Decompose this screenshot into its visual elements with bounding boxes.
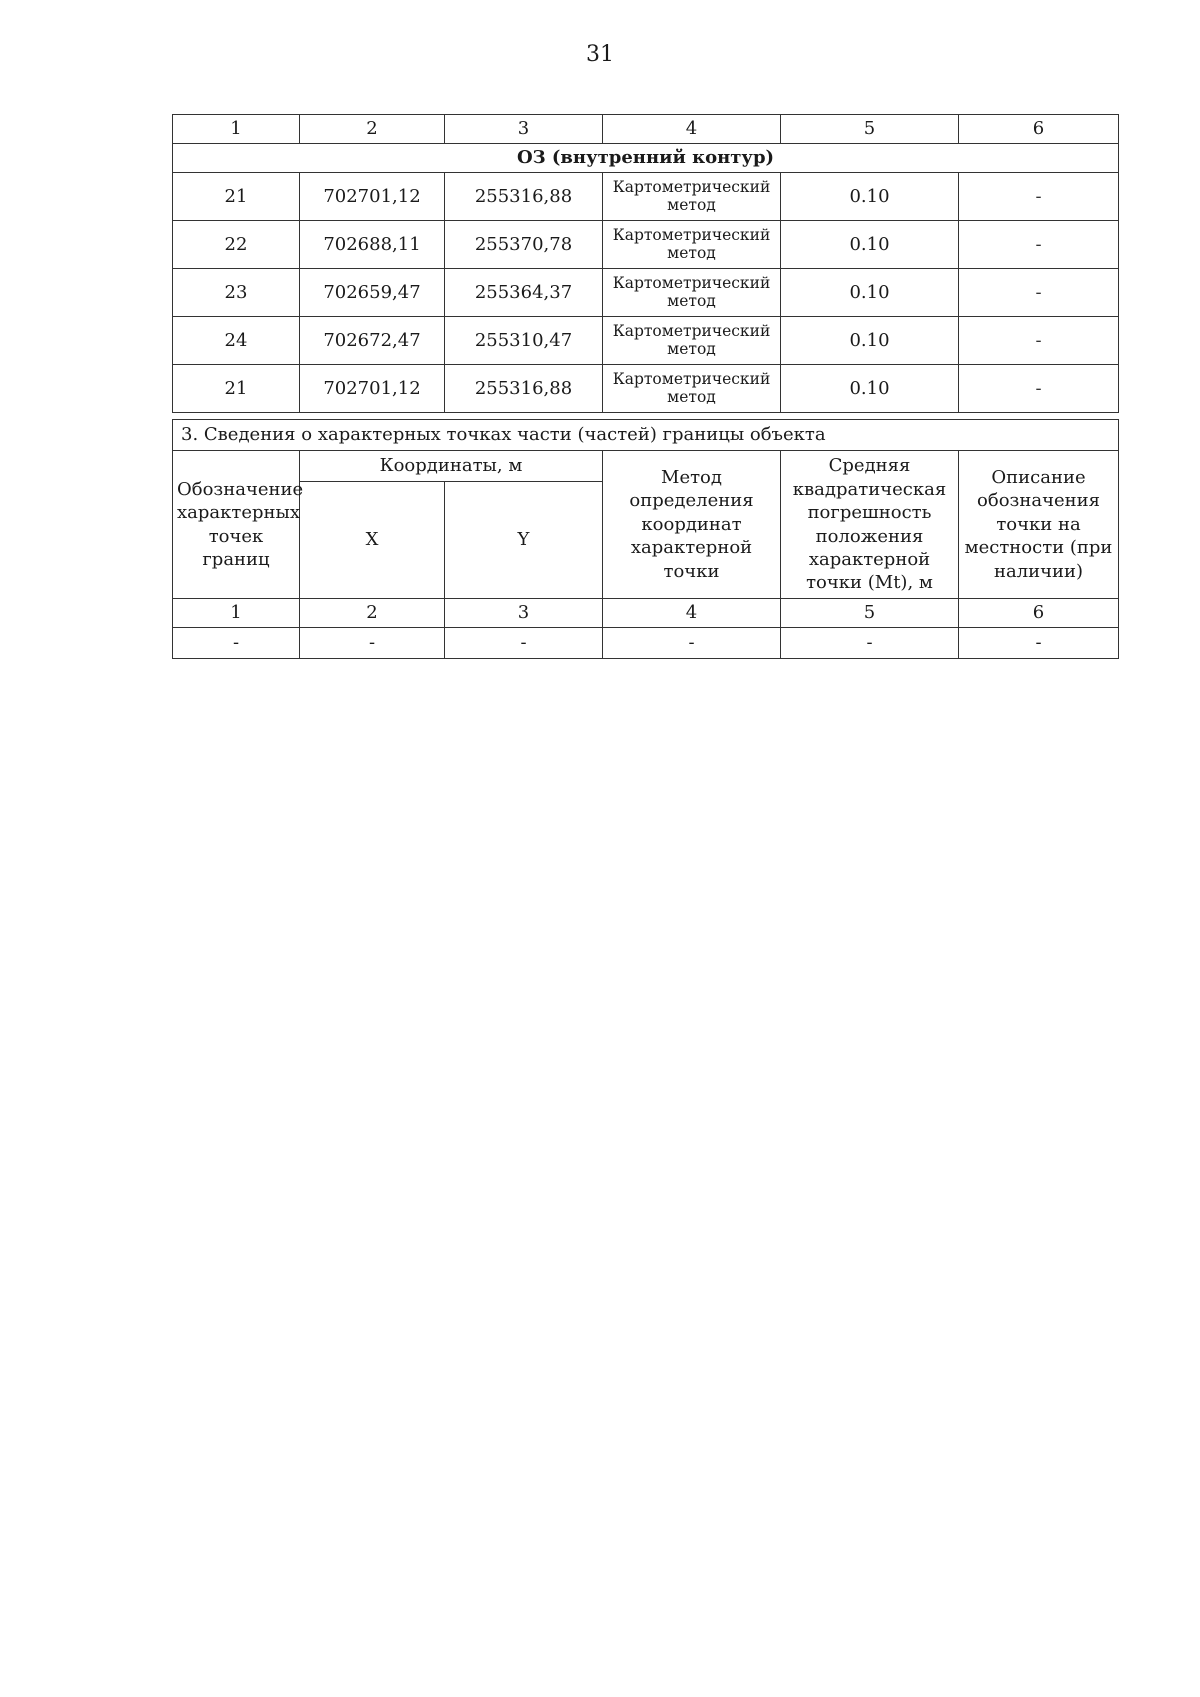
column-number: 3 <box>445 115 603 144</box>
x-cell: 702659,47 <box>300 269 445 317</box>
column-number: 6 <box>959 599 1119 628</box>
table-row <box>173 365 1119 413</box>
header-y: Y <box>445 482 603 599</box>
mt-cell: 0.10 <box>781 317 959 365</box>
table-row <box>173 221 1119 269</box>
column-number-row <box>173 599 1119 628</box>
mt-cell: 0.10 <box>781 365 959 413</box>
description-cell: - <box>959 269 1119 317</box>
y-cell: - <box>445 628 603 659</box>
coordinates-table <box>172 114 1119 413</box>
table-row <box>173 269 1119 317</box>
mt-cell: 0.10 <box>781 221 959 269</box>
x-cell: 702688,11 <box>300 221 445 269</box>
table-row <box>173 173 1119 221</box>
point-cell: 22 <box>173 221 300 269</box>
y-cell: 255310,47 <box>445 317 603 365</box>
method-cell: Картометрический метод <box>603 269 781 317</box>
x-cell: 702672,47 <box>300 317 445 365</box>
header-x: X <box>300 482 445 599</box>
description-cell: - <box>959 173 1119 221</box>
column-number: 2 <box>300 599 445 628</box>
header-coordinates: Координаты, м <box>300 451 603 482</box>
column-number: 1 <box>173 599 300 628</box>
y-cell: 255316,88 <box>445 173 603 221</box>
header-mt: Средняя квадратическая погрешность положения характерной точки (Mt), м <box>781 451 959 599</box>
y-cell: 255316,88 <box>445 365 603 413</box>
boundary-parts-table <box>172 419 1119 659</box>
point-cell: - <box>173 628 300 659</box>
column-number: 5 <box>781 599 959 628</box>
y-cell: 255370,78 <box>445 221 603 269</box>
method-cell: Картометрический метод <box>603 221 781 269</box>
column-number: 4 <box>603 599 781 628</box>
mt-cell: - <box>781 628 959 659</box>
table-row <box>173 317 1119 365</box>
point-cell: 21 <box>173 173 300 221</box>
method-cell: - <box>603 628 781 659</box>
method-cell: Картометрический метод <box>603 173 781 221</box>
column-number: 1 <box>173 115 300 144</box>
point-cell: 24 <box>173 317 300 365</box>
table-caption: 3. Сведения о характерных точках части (частей) границы объекта <box>173 420 1119 451</box>
description-cell: - <box>959 317 1119 365</box>
section-title: ОЗ (внутренний контур) <box>173 144 1119 173</box>
description-cell: - <box>959 628 1119 659</box>
column-number: 5 <box>781 115 959 144</box>
description-cell: - <box>959 221 1119 269</box>
column-number: 4 <box>603 115 781 144</box>
column-number-row <box>173 115 1119 144</box>
point-cell: 23 <box>173 269 300 317</box>
caption-row <box>173 420 1119 451</box>
mt-cell: 0.10 <box>781 173 959 221</box>
x-cell: - <box>300 628 445 659</box>
point-cell: 21 <box>173 365 300 413</box>
mt-cell: 0.10 <box>781 269 959 317</box>
x-cell: 702701,12 <box>300 365 445 413</box>
page-number: 31 <box>586 42 614 67</box>
column-number: 3 <box>445 599 603 628</box>
header-row <box>173 451 1119 482</box>
column-number: 6 <box>959 115 1119 144</box>
header-method: Метод определения координат характерной точки <box>603 451 781 599</box>
section-row <box>173 144 1119 173</box>
table-row <box>173 628 1119 659</box>
header-description: Описание обозначения точки на местности (при наличии) <box>959 451 1119 599</box>
column-number: 2 <box>300 115 445 144</box>
description-cell: - <box>959 365 1119 413</box>
y-cell: 255364,37 <box>445 269 603 317</box>
header-point: Обозначение характерных точек границ <box>173 451 300 599</box>
x-cell: 702701,12 <box>300 173 445 221</box>
method-cell: Картометрический метод <box>603 365 781 413</box>
method-cell: Картометрический метод <box>603 317 781 365</box>
